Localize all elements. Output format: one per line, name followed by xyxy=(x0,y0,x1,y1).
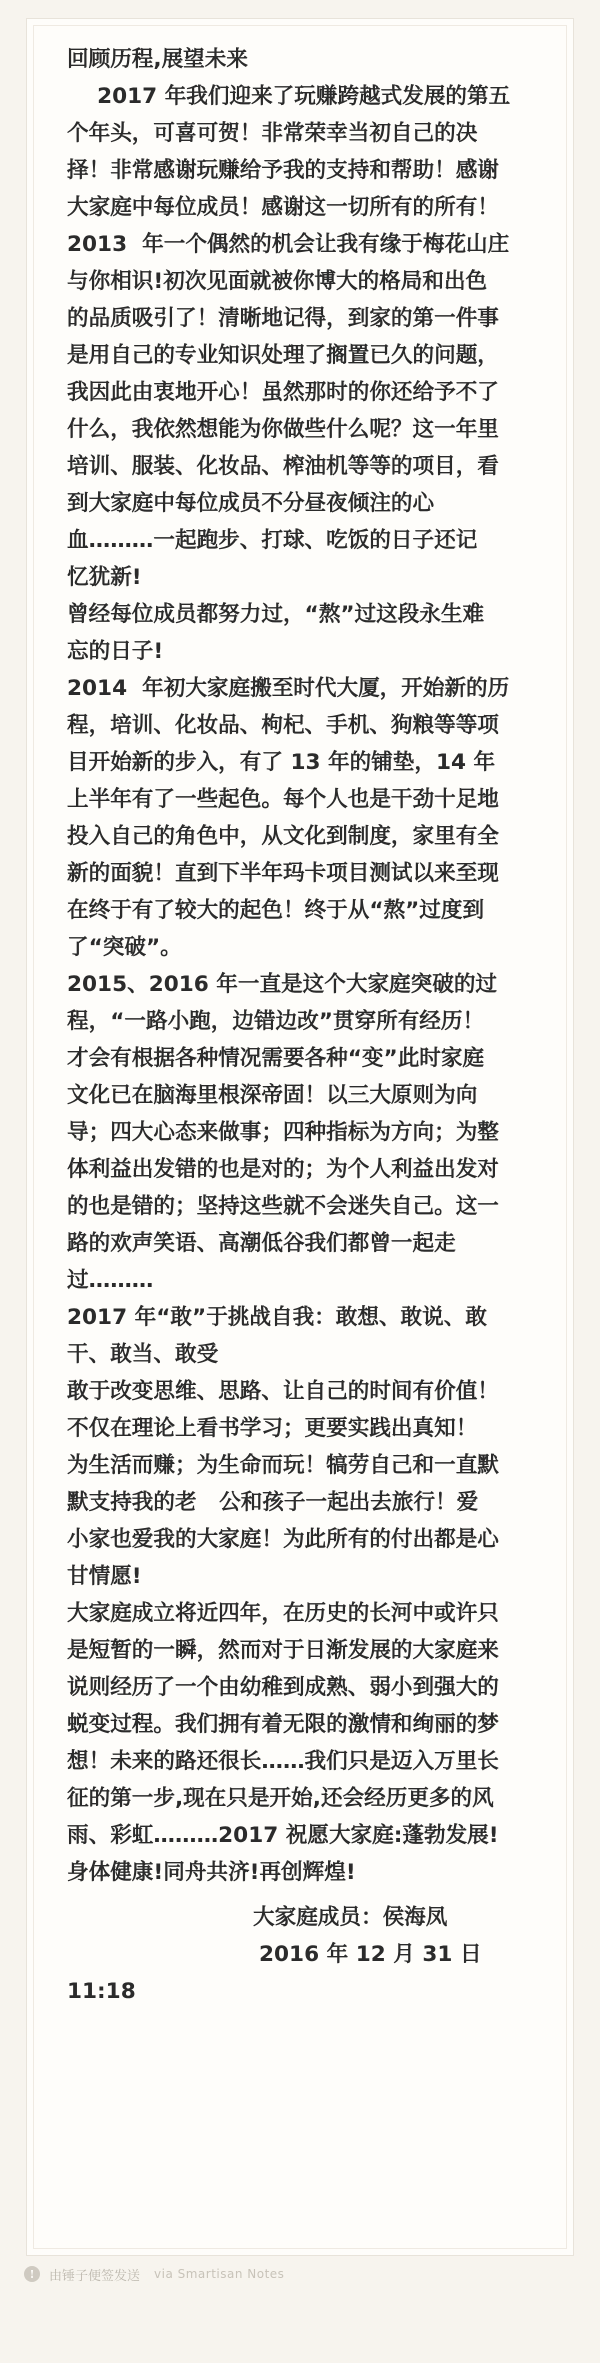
note-line: 不仅在理论上看书学习；更要实践出真知！ xyxy=(67,1416,478,1441)
note-line: 目开始新的步入，有了 13 年的铺垫，14 年 xyxy=(67,750,496,775)
note-line: 路的欢声笑语、高潮低谷我们都曾一起走 xyxy=(67,1231,456,1256)
note-line: 是用自己的专业知识处理了搁置已久的问题， xyxy=(67,343,499,368)
note-line: 是短暂的一瞬，然而对于日渐发展的大家庭来 xyxy=(67,1638,499,1663)
note-line: 的也是错的；坚持这些就不会迷失自己。这一 xyxy=(67,1194,499,1219)
note-line: 默支持我的老 公和孩子一起出去旅行！爱 xyxy=(67,1490,479,1515)
info-icon: ! xyxy=(24,2266,40,2282)
note-line: 文化已在脑海里根深帝固！以三大原则为向 xyxy=(67,1083,478,1108)
note-line: 导；四大心态来做事；四种指标为方向；为整 xyxy=(67,1120,499,1145)
note-line: 我因此由衷地开心！虽然那时的你还给予不了 xyxy=(67,380,499,405)
note-line: 征的第一步,现在只是开始,还会经历更多的风 xyxy=(67,1786,494,1811)
note-line: 干、敢当、敢受 xyxy=(67,1342,219,1367)
note-line: 到大家庭中每位成员不分昼夜倾注的心 xyxy=(67,491,435,516)
note-line: 曾经每位成员都努力过，“熬”过这段永生难 xyxy=(67,602,485,627)
note-line: 新的面貌！直到下半年玛卡项目测试以来至现 xyxy=(67,861,499,886)
note-line: 甘情愿! xyxy=(67,1564,142,1589)
note-paper xyxy=(26,18,574,2256)
note-line: 血………一起跑步、打球、吃饭的日子还记 xyxy=(67,528,478,553)
footer xyxy=(24,2262,284,2286)
note-line: 2013 年一个偶然的机会让我有缘于梅花山庄 xyxy=(67,232,510,257)
note-line: 蜕变过程。我们拥有着无限的激情和绚丽的梦 xyxy=(67,1712,499,1737)
note-line: 2014 年初大家庭搬至时代大厦，开始新的历 xyxy=(67,676,510,701)
note-line: 小家也爱我的大家庭！为此所有的付出都是心 xyxy=(67,1527,499,1552)
note-line: 雨、彩虹………2017 祝愿大家庭:蓬勃发展! xyxy=(67,1823,499,1848)
note-line: 上半年有了一些起色。每个人也是干劲十足地 xyxy=(67,787,499,812)
note-date: 2016 年 12 月 31 日 xyxy=(259,1942,482,1967)
note-line: 忆犹新! xyxy=(67,565,142,590)
note-line: 想！未来的路还很长……我们只是迈入万里长 xyxy=(67,1749,499,1774)
note-line: 敢于改变思维、思路、让自己的时间有价值！ xyxy=(67,1379,499,1404)
note-line: 才会有根据各种情况需要各种“变”此时家庭 xyxy=(67,1046,485,1071)
note-line: 为生活而赚；为生命而玩！犒劳自己和一直默 xyxy=(67,1453,499,1478)
note-line: 什么，我依然想能为你做些什么呢？这一年里 xyxy=(67,417,499,442)
note-line: 体利益出发错的也是对的；为个人利益出发对 xyxy=(67,1157,499,1182)
note-line: 的品质吸引了！清晰地记得，到家的第一件事 xyxy=(67,306,499,331)
note-time: 11:18 xyxy=(67,1979,136,2004)
note-line: 2017 年“敢”于挑战自我：敢想、敢说、敢 xyxy=(67,1305,487,1330)
note-line: 身体健康!同舟共济!再创辉煌! xyxy=(67,1860,356,1885)
note-line: 程，“一路小跑，边错边改”贯穿所有经历！ xyxy=(67,1009,485,1034)
note-line: 择！非常感谢玩赚给予我的支持和帮助！感谢 xyxy=(67,158,499,183)
note-line: 投入自己的角色中，从文化到制度，家里有全 xyxy=(67,824,499,849)
note-line: 在终于有了较大的起色！终于从“熬”过度到 xyxy=(67,898,485,923)
note-line: 个年头，可喜可贺！非常荣幸当初自己的决 xyxy=(67,121,478,146)
via-smartisan-text: via Smartisan Notes xyxy=(154,2267,285,2281)
note-line: 忘的日子! xyxy=(67,639,164,664)
note-body xyxy=(67,41,541,1891)
note-line: 2015、2016 年一直是这个大家庭突破的过 xyxy=(67,972,498,997)
note-line: 大家庭成立将近四年，在历史的长河中或许只 xyxy=(67,1601,499,1626)
note-line: 说则经历了一个由幼稚到成熟、弱小到强大的 xyxy=(67,1675,499,1700)
note-line: 与你相识!初次见面就被你博大的格局和出色 xyxy=(67,269,488,294)
sent-via-text: 由锤子便签发送 xyxy=(49,2268,141,2284)
note-line: 程，培训、化妆品、枸杞、手机、狗粮等等项 xyxy=(67,713,499,738)
note-line: 大家庭中每位成员！感谢这一切所有的所有！ xyxy=(67,195,499,220)
note-line: 培训、服装、化妆品、榨油机等等的项目，看 xyxy=(67,454,499,479)
note-line: 了“突破”。 xyxy=(67,935,182,960)
note-line: 2017 年我们迎来了玩赚跨越式发展的第五 xyxy=(67,84,511,109)
note-line: 回顾历程,展望未来 xyxy=(67,47,248,72)
note-line: 过……… xyxy=(67,1268,154,1293)
note-signature: 大家庭成员：侯海凤 xyxy=(253,1905,448,1930)
